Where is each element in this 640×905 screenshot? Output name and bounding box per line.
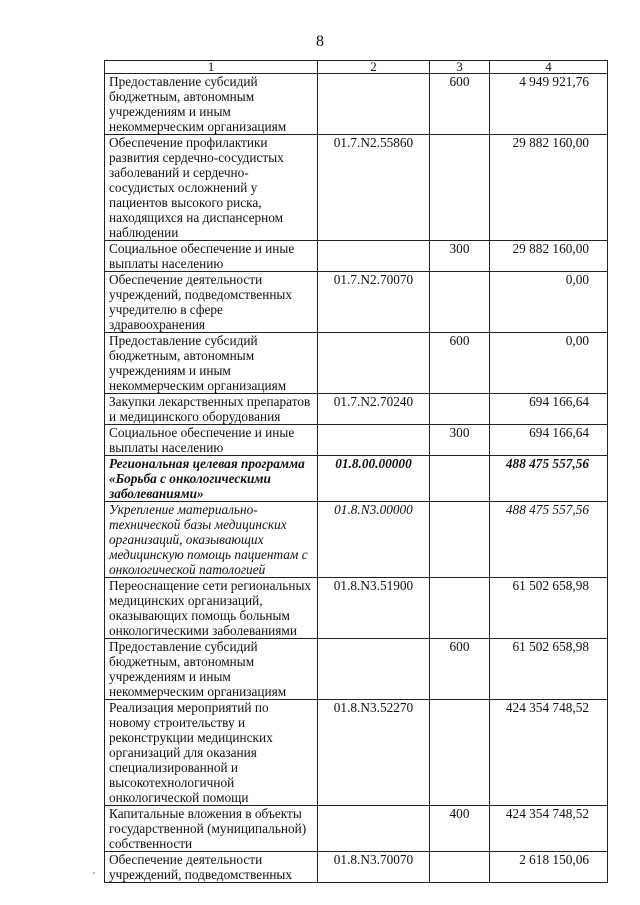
- row-name-cell: Реализация мероприятий по новому строительству и реконструкции медицинских организаций для оказания специализированной и высокотехнологичной онкологической помощи: [105, 700, 318, 806]
- row-code-cell: [318, 333, 430, 394]
- row-name-cell: Обеспечение деятельности учреждений, подведомственных учредителю в сфере здравоохранения: [105, 272, 318, 333]
- row-name-cell: Предоставление субсидий бюджетным, автономным учреждениям и иным некоммерческим организациям: [105, 333, 318, 394]
- row-amount-cell: 424 354 748,52: [490, 806, 608, 852]
- row-amount-cell: 424 354 748,52: [490, 700, 608, 806]
- row-type-cell: [430, 394, 490, 425]
- row-code-cell: [318, 806, 430, 852]
- row-name-cell: Социальное обеспечение и иные выплаты населению: [105, 425, 318, 456]
- row-amount-cell: 2 618 150,06: [490, 852, 608, 883]
- row-type-cell: [430, 135, 490, 241]
- row-type-cell: 600: [430, 74, 490, 135]
- row-name-cell: Обеспечение деятельности учреждений, подведомственных: [105, 852, 318, 883]
- table-row: [105, 852, 608, 883]
- table-row: [105, 806, 608, 852]
- row-type-cell: [430, 502, 490, 578]
- row-amount-cell: 4 949 921,76: [490, 74, 608, 135]
- row-name-cell: Региональная целевая программа «Борьба с онкологическими заболеваниями»: [105, 456, 318, 502]
- table-header-row: [105, 61, 608, 74]
- row-code-cell: 01.8.N3.00000: [318, 502, 430, 578]
- row-type-cell: 300: [430, 241, 490, 272]
- row-amount-cell: 29 882 160,00: [490, 241, 608, 272]
- table-row: [105, 394, 608, 425]
- row-amount-cell: 0,00: [490, 272, 608, 333]
- table-row: [105, 700, 608, 806]
- row-type-cell: [430, 578, 490, 639]
- row-code-cell: 01.7.N2.70240: [318, 394, 430, 425]
- table-row: [105, 502, 608, 578]
- row-name-cell: Социальное обеспечение и иные выплаты населению: [105, 241, 318, 272]
- table-row: [105, 578, 608, 639]
- row-amount-cell: 61 502 658,98: [490, 578, 608, 639]
- table-row: [105, 333, 608, 394]
- table-row: [105, 74, 608, 135]
- row-name-cell: Предоставление субсидий бюджетным, автономным учреждениям и иным некоммерческим организациям: [105, 74, 318, 135]
- row-name-cell: Капитальные вложения в объекты государственной (муниципальной) собственности: [105, 806, 318, 852]
- column-header-2: 2: [318, 61, 430, 74]
- table-row: [105, 639, 608, 700]
- row-amount-cell: 61 502 658,98: [490, 639, 608, 700]
- row-code-cell: 01.8.N3.52270: [318, 700, 430, 806]
- row-code-cell: 01.8.N3.70070: [318, 852, 430, 883]
- row-type-cell: [430, 700, 490, 806]
- row-type-cell: [430, 456, 490, 502]
- row-amount-cell: 694 166,64: [490, 425, 608, 456]
- table-row: [105, 241, 608, 272]
- row-type-cell: 300: [430, 425, 490, 456]
- row-code-cell: [318, 425, 430, 456]
- row-amount-cell: 29 882 160,00: [490, 135, 608, 241]
- row-name-cell: Переоснащение сети региональных медицинских организаций, оказывающих помощь больным онкологическими заболеваниями: [105, 578, 318, 639]
- row-code-cell: 01.7.N2.70070: [318, 272, 430, 333]
- row-type-cell: 600: [430, 333, 490, 394]
- row-type-cell: [430, 852, 490, 883]
- row-name-cell: Укрепление материально-технической базы медицинских организаций, оказывающих медицинскую помощь пациентам с онкологической патологией: [105, 502, 318, 578]
- row-code-cell: 01.8.00.00000: [318, 456, 430, 502]
- row-code-cell: [318, 241, 430, 272]
- column-header-3: 3: [430, 61, 490, 74]
- row-name-cell: Обеспечение профилактики развития сердечно-сосудистых заболеваний и сердечно-сосудистых осложнений у пациентов высокого риска, находящихся на диспансерном наблюдении: [105, 135, 318, 241]
- row-code-cell: [318, 639, 430, 700]
- budget-table: [104, 60, 608, 883]
- row-amount-cell: 694 166,64: [490, 394, 608, 425]
- row-type-cell: 400: [430, 806, 490, 852]
- row-amount-cell: 488 475 557,56: [490, 456, 608, 502]
- row-name-cell: Закупки лекарственных препаратов и медицинского оборудования: [105, 394, 318, 425]
- table-row: [105, 135, 608, 241]
- column-header-4: 4: [490, 61, 608, 74]
- table-row: [105, 272, 608, 333]
- row-amount-cell: 0,00: [490, 333, 608, 394]
- table-row: [105, 425, 608, 456]
- table-row: [105, 456, 608, 502]
- row-code-cell: 01.8.N3.51900: [318, 578, 430, 639]
- row-type-cell: [430, 272, 490, 333]
- row-code-cell: 01.7.N2.55860: [318, 135, 430, 241]
- row-name-cell: Предоставление субсидий бюджетным, автономным учреждениям и иным некоммерческим организациям: [105, 639, 318, 700]
- row-type-cell: 600: [430, 639, 490, 700]
- scan-speck: [93, 872, 95, 874]
- row-code-cell: [318, 74, 430, 135]
- column-header-1: 1: [105, 61, 318, 74]
- row-amount-cell: 488 475 557,56: [490, 502, 608, 578]
- page-number: 8: [316, 33, 324, 50]
